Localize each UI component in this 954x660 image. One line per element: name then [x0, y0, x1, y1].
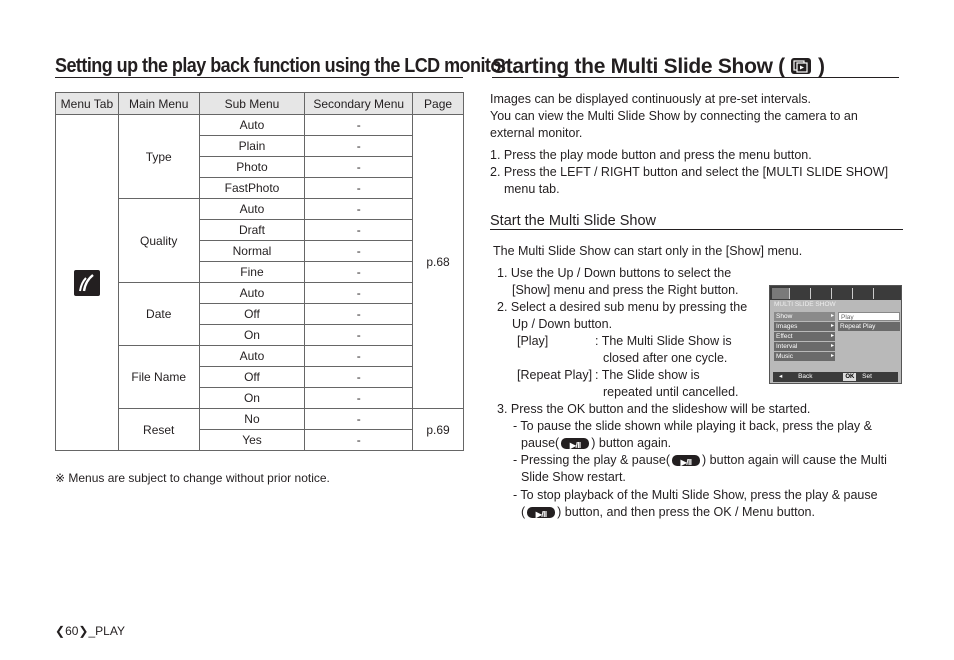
lcd-footer — [773, 372, 898, 382]
secondary-menu-cell: - — [305, 115, 413, 136]
play-pause-button-icon — [672, 455, 700, 466]
secondary-menu-cell: - — [305, 262, 413, 283]
substep-2a: 2. Select a desired sub menu by pressing the — [497, 300, 748, 314]
substep-3: 3. Press the OK button and the slideshow will be started. — [497, 402, 811, 416]
play-option-label: [Play] — [517, 334, 549, 348]
sub-menu-cell: Yes — [199, 430, 305, 451]
secondary-menu-cell: - — [305, 430, 413, 451]
detail-2a-pre: - Pressing the play & pause( — [513, 453, 671, 467]
sub-menu-cell: Fine — [199, 262, 305, 283]
setup-tab-icon — [856, 288, 874, 299]
lcd-back-label: Back — [798, 373, 813, 380]
table-header-row — [56, 93, 464, 115]
detail-2a — [513, 452, 887, 469]
section-subheading: Start the Multi Slide Show — [490, 213, 657, 229]
detail-3b-post: ) button, and then press the OK / Menu button. — [557, 505, 815, 519]
page-footer — [55, 624, 125, 638]
menu-change-note: ※ Menus are subject to change without prior notice. — [55, 471, 330, 485]
sub-menu-cell: Normal — [199, 241, 305, 262]
detail-1a: - To pause the slide shown while playing it back, press the play & — [513, 419, 872, 433]
secondary-menu-cell: - — [305, 157, 413, 178]
multi-slide-show-icon — [790, 57, 812, 75]
sound-tab-icon — [814, 288, 832, 299]
col-header-page: Page — [413, 93, 464, 115]
play-option-desc-a: : The Multi Slide Show is — [595, 334, 732, 348]
lcd-tab-bar — [770, 286, 901, 300]
secondary-menu-cell: - — [305, 283, 413, 304]
lcd-menu-screenshot — [769, 285, 902, 384]
left-page-title: Setting up the play back function using the LCD monitor — [55, 55, 508, 77]
intro-line-3: external monitor. — [490, 126, 583, 140]
substep-1b: [Show] menu and press the Right button. — [512, 283, 739, 297]
left-title-rule — [55, 77, 463, 78]
play-mode-tab-icon — [74, 270, 100, 296]
col-header-sub-menu: Sub Menu — [199, 93, 305, 115]
sub-menu-cell: Auto — [199, 346, 305, 367]
secondary-menu-cell: - — [305, 178, 413, 199]
lcd-menu-header: MULTI SLIDE SHOW — [774, 301, 836, 308]
sub-menu-cell: No — [199, 409, 305, 430]
secondary-menu-cell: - — [305, 136, 413, 157]
substep-1a: 1. Use the Up / Down buttons to select the — [497, 266, 732, 280]
detail-1b-post: ) button again. — [591, 436, 672, 450]
repeat-option-desc-b: repeated until cancelled. — [603, 385, 739, 399]
play-option-desc-b: closed after one cycle. — [603, 351, 728, 365]
sub-intro: The Multi Slide Show can start only in the [Show] menu. — [493, 244, 803, 258]
page-bracket-right: ❯ — [78, 624, 89, 638]
play-tab-icon — [793, 288, 811, 299]
sub-menu-cell: Off — [199, 304, 305, 325]
repeat-option-desc-a: : The Slide show is — [595, 368, 700, 382]
secondary-menu-cell: - — [305, 409, 413, 430]
detail-2a-post: ) button again will cause the Multi — [702, 453, 887, 467]
menu-tab-cell — [56, 115, 119, 451]
main-menu-type: Type — [118, 115, 199, 199]
sub-menu-cell: FastPhoto — [199, 178, 305, 199]
detail-2b: Slide Show restart. — [521, 470, 626, 484]
sub-menu-cell: On — [199, 388, 305, 409]
section-name: _PLAY — [88, 624, 125, 638]
lcd-ok-key: OK — [845, 374, 855, 380]
title-prefix: Starting the Multi Slide Show ( — [492, 55, 785, 78]
lcd-item-effect: Effect ▸ — [774, 332, 835, 341]
secondary-menu-cell: - — [305, 367, 413, 388]
secondary-menu-cell: - — [305, 304, 413, 325]
detail-1b-pre: pause( — [521, 436, 560, 450]
right-page-title — [492, 55, 825, 79]
secondary-menu-cell: - — [305, 241, 413, 262]
col-header-menu-tab: Menu Tab — [56, 93, 119, 115]
play-menu-table — [55, 92, 464, 451]
sub-menu-cell: Auto — [199, 115, 305, 136]
main-menu-reset: Reset — [118, 409, 199, 451]
right-title-rule — [492, 77, 899, 78]
intro-line-1: Images can be displayed continuously at pre-set intervals. — [490, 92, 812, 106]
detail-3a: - To stop playback of the Multi Slide Show, press the play & pause — [513, 488, 878, 502]
lcd-back-key: ◂ — [779, 373, 783, 380]
page-ref-p69: p.69 — [413, 409, 464, 451]
lcd-item-images: Images ▸ — [774, 322, 835, 331]
secondary-menu-cell: - — [305, 325, 413, 346]
main-menu-date: Date — [118, 283, 199, 346]
main-menu-file-name: File Name — [118, 346, 199, 409]
substep-2b: Up / Down button. — [512, 317, 613, 331]
secondary-menu-cell: - — [305, 346, 413, 367]
sub-menu-cell: Off — [199, 367, 305, 388]
print-tab-icon — [835, 288, 853, 299]
sub-menu-cell: Auto — [199, 199, 305, 220]
intro-line-2: You can view the Multi Slide Show by connecting the camera to an — [490, 109, 858, 123]
table-row — [56, 115, 464, 136]
lcd-option-repeat-play: Repeat Play — [838, 322, 900, 331]
step-1: 1. Press the play mode button and press the menu button. — [490, 148, 812, 162]
lcd-item-show: Show ▸ — [774, 312, 835, 321]
page-bracket-left: ❮ — [55, 624, 66, 638]
col-header-main-menu: Main Menu — [118, 93, 199, 115]
lcd-option-play: Play — [838, 312, 900, 321]
sub-menu-cell: Auto — [199, 283, 305, 304]
page-number: 60 — [65, 624, 79, 638]
sub-menu-cell: Draft — [199, 220, 305, 241]
sub-menu-cell: On — [199, 325, 305, 346]
secondary-menu-cell: - — [305, 388, 413, 409]
step-2b: menu tab. — [504, 182, 560, 196]
main-menu-quality: Quality — [118, 199, 199, 283]
play-pause-button-icon — [561, 438, 589, 449]
lcd-item-interval: Interval ▸ — [774, 342, 835, 351]
slide-show-tab-icon — [772, 288, 790, 299]
sub-menu-cell: Plain — [199, 136, 305, 157]
subheading-rule — [490, 229, 903, 230]
sub-menu-cell: Photo — [199, 157, 305, 178]
secondary-menu-cell: - — [305, 199, 413, 220]
title-suffix: ) — [817, 55, 825, 78]
detail-3b — [521, 504, 815, 521]
step-2a: 2. Press the LEFT / RIGHT button and select the [MULTI SLIDE SHOW] — [490, 165, 889, 179]
secondary-menu-cell: - — [305, 220, 413, 241]
page-ref-p68: p.68 — [413, 115, 464, 409]
lcd-item-music: Music ▸ — [774, 352, 835, 361]
col-header-secondary-menu: Secondary Menu — [305, 93, 413, 115]
repeat-option-label: [Repeat Play] — [517, 368, 593, 382]
detail-1b — [521, 435, 671, 452]
play-pause-button-icon — [527, 507, 555, 518]
lcd-set-label: Set — [862, 373, 872, 380]
detail-3b-pre: ( — [521, 505, 526, 519]
